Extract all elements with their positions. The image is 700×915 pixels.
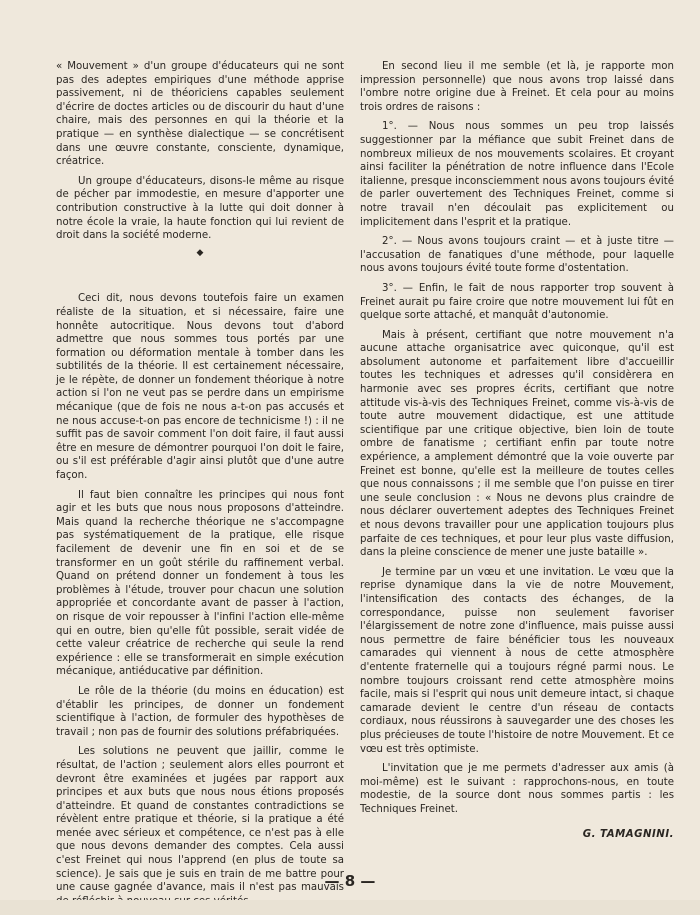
page-number: — 8 —	[324, 872, 376, 890]
paragraph: 1°. — Nous nous sommes un peu trop laissés suggestionner par la méfiance que subit Freinet dans de nombreux milieux de nos mouvements scolaires. Et croyant ainsi faciliter la pénétration de notre influence dans l'Ecole italienne, presque inconsciemment nous avons toujours évité de parler ouvertement des Techniques Freinet, comme si notre travail n'en découlait pas explicitement ou implicitement dans l'esprit et la pratique.	[360, 121, 675, 228]
paragraph: En second lieu il me semble (et là, je rapporte mon impression personnelle) que nous avons trop laissé dans l'ombre notre origine due à Freinet. Et cela pour au moins trois ordres de raisons :	[360, 61, 674, 113]
paragraph: 3°. — Enfin, le fait de nous rapporter trop souvent à Freinet aurait pu faire croire que notre mouvement lui fût en quelque sorte attaché, et manquât d'autonomie.	[360, 282, 674, 322]
paragraph: « Mouvement » d'un groupe d'éducateurs qui ne sont pas des adeptes empiriques d'une méthode apprise passivement, ni de théoriciens capables seulement d'écrire de doctes articles ou de discourir du haut d'une chaire, mais des personnes en qui la théorie et la pratique — en synthèse dialectique — se concrétisent dans une œuvre constante, consciente, dynamique, créatrice.	[56, 61, 344, 168]
right-column	[360, 60, 674, 842]
paragraph: Il faut bien connaître les principes qui nous font agir et les buts que nous nous proposons d'atteindre. Mais quand la recherche théorique ne s'accompagne pas systématiquement de la pratique, elle risque facilement de devenir une fin en soi et de se transformer en un goût stérile du raffinement verbal. Quand on prétend donner un fondement à tous les problèmes à l'étude, trouver pour chacun une solution appropriée et concordante avant de passer à l'action, on risque de voir repousser à l'infini l'action elle-même qui en outre, bien qu'elle fût possible, serait vidée de cette valeur créatrice de recherche qui seule la rend expérience : elle se transformerait en simple exécution mécanique, antiéducative par définition.	[56, 489, 344, 678]
paragraph: Je termine par un vœu et une invitation. Le vœu que la reprise dynamique dans la vie de notre Mouvement, l'intensification des contacts des échanges, de la correspondance, puisse non seulement favoriser l'élargissement de notre zone d'influence, mais puisse aussi nous permettre de faire bénéficier tous les nouveaux camarades qui viennent à nous de cette atmosphère d'entente fraternelle qui a toujours régné parmi nous. Le nombre toujours croissant rend cette atmosphère moins facile, mais si l'esprit qui nous unit demeure intact, si chaque camarade devient le centre d'un réseau de contacts cordiaux, nous réussirons à sauvegarder une des choses les plus précieuses de toute l'histoire de notre Mouvement. Et ce vœu est très optimiste.	[360, 566, 674, 755]
paragraph: Mais à présent, certifiant que notre mouvement n'a aucune attache organisatrice avec quiconque, qu'il est absolument autonome et parfaitement libre d'accueillir toutes les techniques et adresses qu'il considèrera en harmonie avec ses propres écrits, certifiant que notre attitude vis-à-vis des Techniques Freinet, comme vis-à-vis de toute autre mouvement didactique, est une attitude scientifique par une critique objective, bien loin de toute ombre de fanatisme ; certifiant enfin par toute notre expérience, a amplement démontré que la voie ouverte par Freinet est bonne, qu'elle est la meilleure de toutes celles que nous connaissons ; il me semble que l'on puisse en tirer une seule conclusion : « Nous ne devons plus craindre de nous déclarer ouvertement adeptes des Techniques Freinet et nous devons travailler pour une application toujours plus parfaite de ces techniques, et pour leur plus vaste diffusion, dans la pleine conscience de mener une juste bataille ».	[360, 329, 674, 559]
paragraph: 2°. — Nous avons toujours craint — et à juste titre — l'accusation de fanatiques d'une méthode, pour laquelle nous avons toujours évité toute forme d'ostentation.	[360, 236, 674, 275]
paragraph: Un groupe d'éducateurs, disons-le même au risque de pécher par immodestie, en mesure d'apporter une contribution constructive à la lutte qui doit donner à notre école la vraie, la haute fonction qui lui revient de droit dans la société moderne.	[56, 175, 344, 242]
paragraph: Le rôle de la théorie (du moins en éducation) est d'établir les principes, de donner un fondement scientifique à l'action, de formuler des hypothèses de travail ; non pas de fournir des solutions préfabriquées.	[56, 685, 344, 738]
left-column	[56, 60, 344, 914]
page-bottom-edge	[0, 900, 700, 915]
paragraph: Ceci dit, nous devons toutefois faire un examen réaliste de la situation, et si nécessaire, faire une honnête autocritique. Nous devons tout d'abord admettre que nous sommes tous portés par une formation ou déformation mentale à tomber dans les subtilités de la théorie. Il est certainement nécessaire, je le répète, de donner un fondement théorique à notre action si l'on ne veut pas se perdre dans un empirisme mécanique (que de fois ne nous a-t-on pas accusés et ne nous accuse-t-on pas encore de technicisme !) : il ne suffit pas de savoir comment l'on doit faire, il faut aussi être en mesure de démontrer pourquoi l'on doit le faire, ou s'il est préférable d'agir ainsi plutôt que d'une autre façon.	[56, 293, 344, 482]
paragraph: Les solutions ne peuvent que jaillir, comme le résultat, de l'action ; seulement alors elles pourront et devront être examinées et jugées par rapport aux principes et aux buts que nous nous étions proposés d'atteindre. Et quand de constantes contradictions se révèlent entre pratique et théorie, si la pratique a été menée avec sérieux et compétence, ce n'est pas à elle que nous devons demander des comptes. Cela aussi c'est Freinet qui nous l'apprend (en plus de toute sa science). Je sais que je suis en train de me battre pour une cause gagnée d'avance, mais il n'est pas mauvais	[56, 746, 344, 894]
section-separator: ◆	[196, 247, 204, 258]
author-signature: G. TAMAGNINI.	[582, 829, 674, 841]
paragraph: L'invitation que je me permets d'adresser aux amis (à moi-même) est le suivant : rapprochons-nous, en toute modestie, de la source dont nous sommes partis : les Techniques Freinet.	[360, 763, 674, 815]
